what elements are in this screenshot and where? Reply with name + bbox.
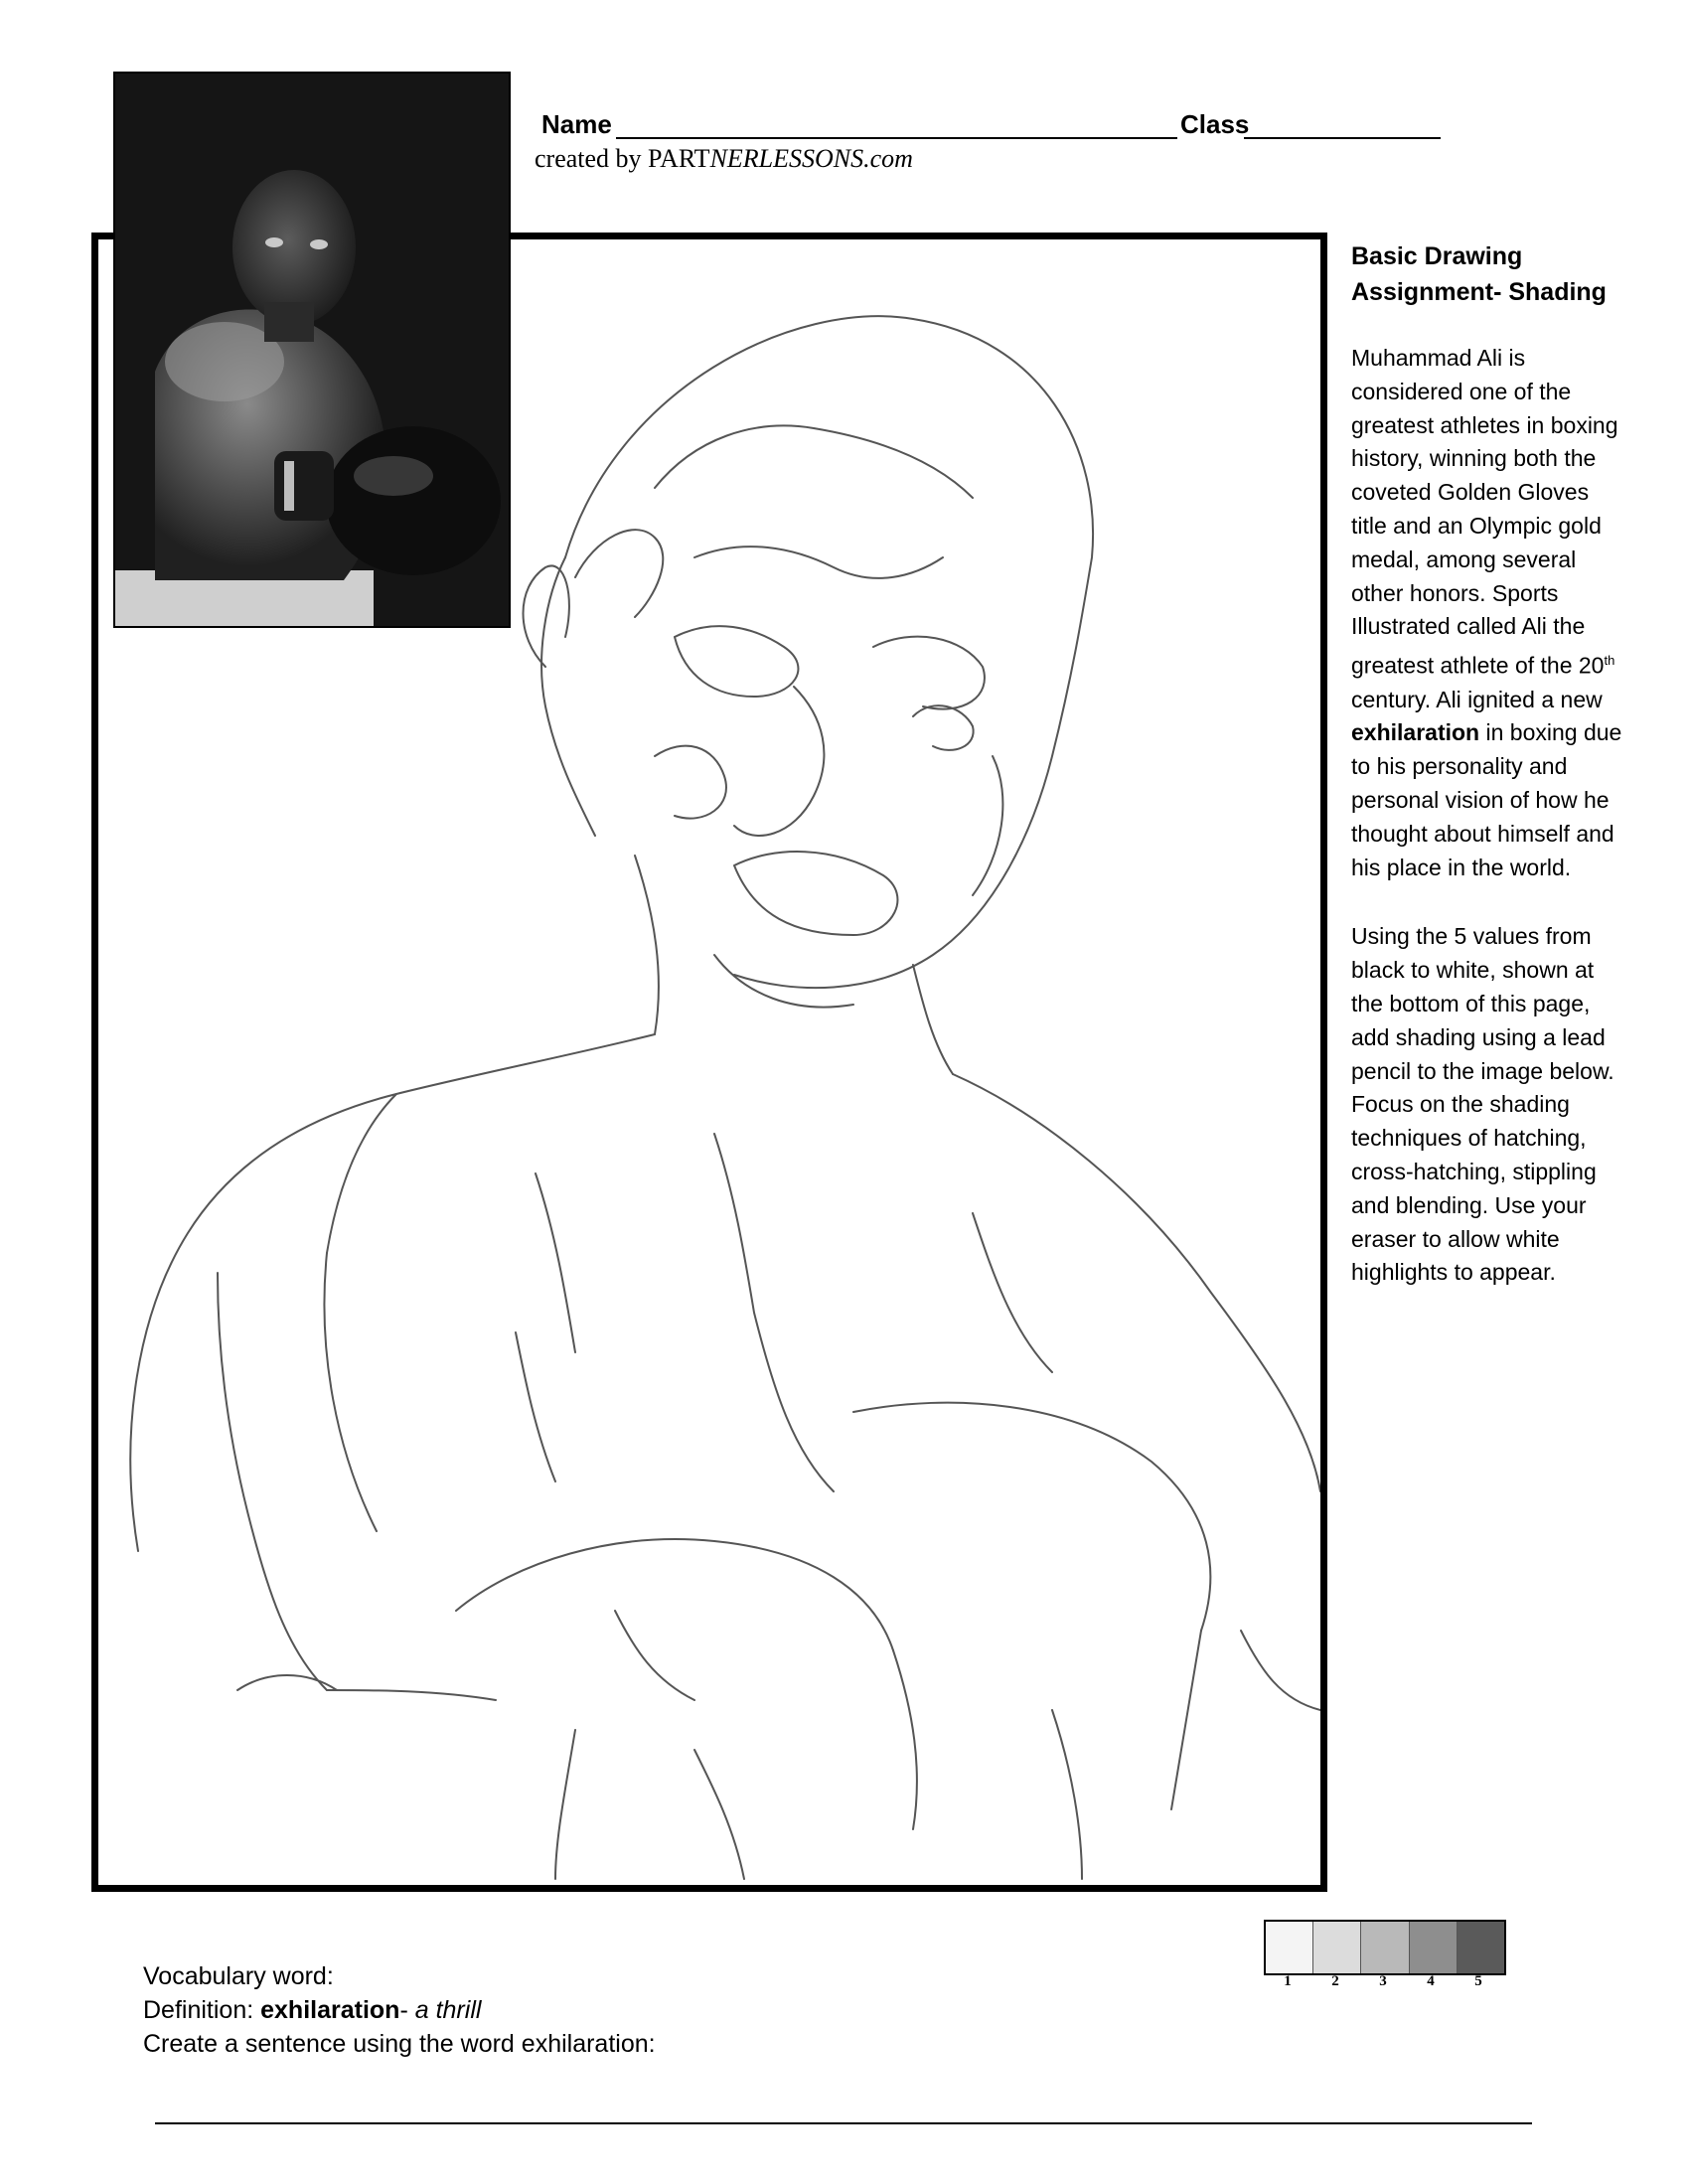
name-label: Name bbox=[541, 109, 612, 139]
para1-part-b: century. Ali ignited a new bbox=[1351, 686, 1603, 712]
definition-meaning: a thrill bbox=[414, 1996, 482, 2024]
class-label: Class bbox=[1180, 109, 1250, 139]
vocabulary-label: Vocabulary word: bbox=[143, 1962, 334, 1990]
vocabulary-word: exhilaration bbox=[260, 1996, 400, 2024]
assignment-text bbox=[1351, 238, 1629, 1326]
value-label-5: 5 bbox=[1474, 1973, 1482, 1989]
definition-line bbox=[143, 1993, 656, 2027]
sentence-prompt: Create a sentence using the word exhilaration: bbox=[143, 2030, 656, 2058]
credit-suffix: .com bbox=[863, 144, 913, 173]
value-swatch-1 bbox=[1266, 1922, 1313, 1973]
definition-label: Definition: bbox=[143, 1996, 261, 2024]
name-blank-line[interactable] bbox=[616, 137, 1177, 139]
value-swatch-3 bbox=[1361, 1922, 1409, 1973]
value-swatch-4 bbox=[1410, 1922, 1458, 1973]
credit-line bbox=[535, 144, 913, 174]
assignment-title: Basic Drawing Assignment- Shading bbox=[1351, 242, 1607, 306]
credit-brand-part1: PART bbox=[648, 144, 710, 173]
credit-prefix: created by bbox=[535, 144, 649, 173]
para1-part-a: Muhammad Ali is considered one of the greatest athletes in boxing history, winning both the coveted Golden Gloves title and an Olympic gold medal, among several other honors. Sports Illustrated called Ali the greatest athlete of the 20 bbox=[1351, 345, 1618, 679]
assignment-paragraph-2: Using the 5 values from black to white, shown at the bottom of this page, add shading using a lead pencil to the image below. Focus on the shading techniques of hatching, cross-hatching, stippling and blending. Use your eraser to allow white highlights to appear. bbox=[1351, 923, 1614, 1286]
value-scale-labels bbox=[1264, 1973, 1502, 1990]
value-label-2: 2 bbox=[1331, 1973, 1339, 1989]
class-blank-line[interactable] bbox=[1244, 137, 1441, 139]
vocabulary-section bbox=[143, 1959, 656, 2061]
value-label-3: 3 bbox=[1379, 1973, 1387, 1989]
boxer-photo bbox=[113, 72, 511, 628]
credit-brand-part2: NERLESSONS bbox=[709, 144, 864, 173]
para1-superscript: th bbox=[1604, 653, 1615, 669]
boxer-photo-icon bbox=[115, 74, 509, 626]
value-label-4: 4 bbox=[1427, 1973, 1435, 1989]
sentence-answer-line[interactable] bbox=[155, 2122, 1532, 2124]
para1-part-c: in boxing due to his personality and personal vision of how he thought about himself and his place in the world. bbox=[1351, 719, 1622, 880]
assignment-paragraph-1 bbox=[1351, 342, 1629, 884]
value-label-1: 1 bbox=[1284, 1973, 1292, 1989]
para1-bold-word: exhilaration bbox=[1351, 719, 1480, 746]
definition-dash: - bbox=[399, 1996, 415, 2024]
value-swatch-5 bbox=[1458, 1922, 1504, 1973]
value-scale bbox=[1264, 1920, 1506, 1975]
value-swatch-2 bbox=[1313, 1922, 1361, 1973]
